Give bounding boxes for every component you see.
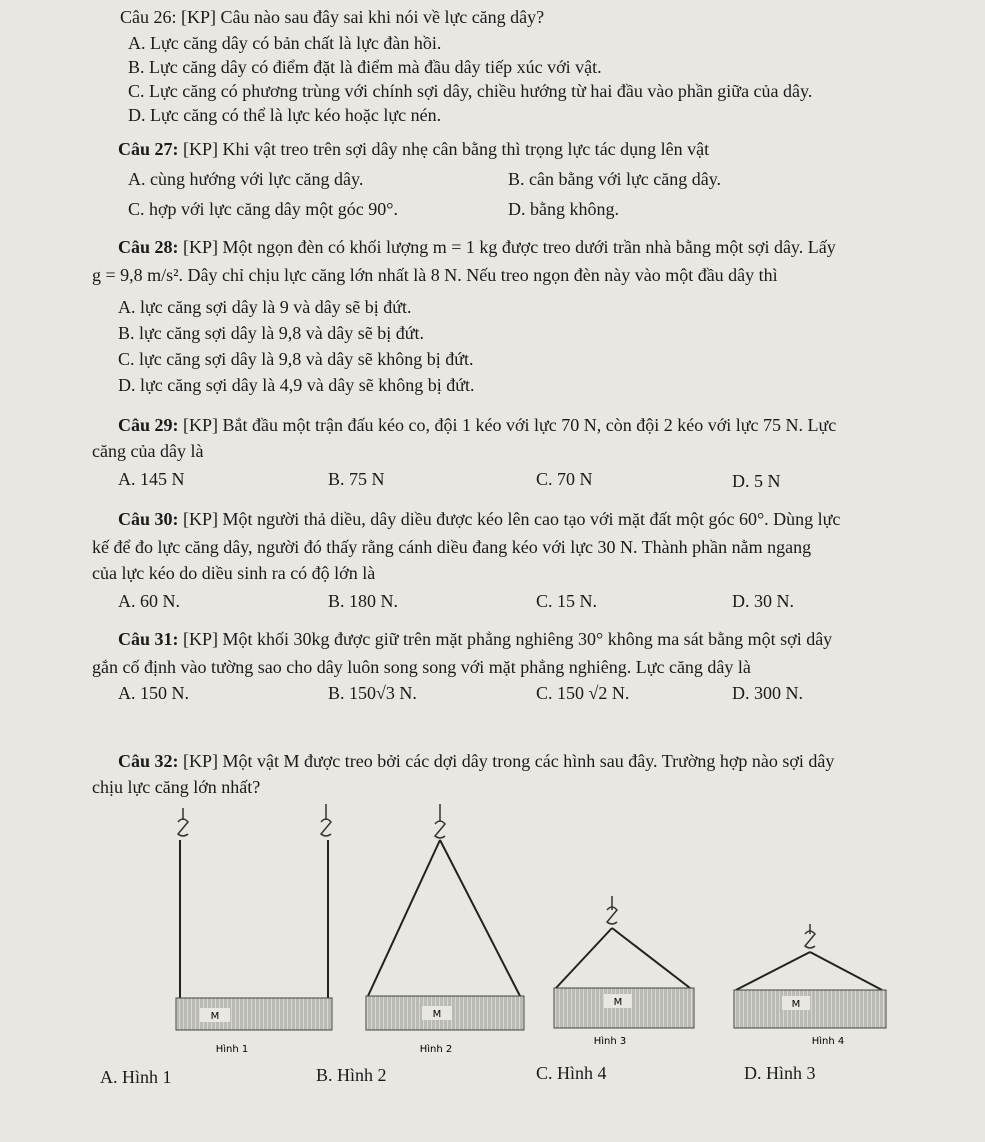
q27-label: Câu 27: <box>118 139 179 159</box>
q31-question-line1 <box>118 628 832 650</box>
q28-option-c: C. lực căng sợi dây là 9,8 và dây sẽ không bị đứt. <box>118 349 474 369</box>
q27-text: [KP] Khi vật treo trên sợi dây nhẹ cân bằng thì trọng lực tác dụng lên vật <box>178 139 710 159</box>
figure-caption-2: Hình 2 <box>419 1044 453 1055</box>
q28-question-line2: g = 9,8 m/s². Dây chỉ chịu lực căng lớn nhất là 8 N. Nếu treo ngọn đèn này vào một đầu dây thì <box>92 265 778 285</box>
q30-option-c: C. 15 N. <box>536 591 598 611</box>
q28-option-b: B. lực căng sợi dây là 9,8 và dây sẽ bị đứt. <box>118 323 424 343</box>
q29-option-a: A. 145 N <box>118 469 185 489</box>
q32-option-b: B. Hình 2 <box>316 1065 387 1085</box>
q29-option-b: B. 75 N <box>328 469 385 489</box>
q31-option-c: C. 150 √2 N. <box>536 683 630 703</box>
figure-caption-4: Hình 4 <box>811 1036 845 1047</box>
q32-text1: [KP] Một vật M được treo bởi các dợi dây trong các hình sau đây. Trường hợp nào sợi dây <box>178 751 835 771</box>
hook-icon <box>321 819 331 836</box>
figure-3 <box>554 896 694 1047</box>
q32-label: Câu 32: <box>118 751 179 771</box>
q32-option-a: A. Hình 1 <box>100 1067 172 1087</box>
hanging-mass-figures <box>0 800 985 1060</box>
q30-option-b: B. 180 N. <box>328 591 399 611</box>
q29-question-line1 <box>118 414 836 436</box>
q26-option-b: B. Lực căng dây có điểm đặt là điểm mà đầu dây tiếp xúc với vật. <box>128 57 602 77</box>
figure-caption-3: Hình 3 <box>593 1036 627 1047</box>
q27-question <box>118 138 709 160</box>
mass-block <box>176 998 332 1030</box>
q27-option-a: A. cùng hướng với lực căng dây. <box>128 169 364 189</box>
q31-label: Câu 31: <box>118 629 179 649</box>
hook-icon <box>178 819 188 836</box>
q30-question-line3: của lực kéo do diều sinh ra có độ lớn là <box>92 563 376 583</box>
q31-text1: [KP] Một khối 30kg được giữ trên mặt phẳng nghiêng 30° không ma sát bằng một sợi dây <box>178 629 833 649</box>
q30-label: Câu 30: <box>118 509 179 529</box>
q27-option-b: B. cân bằng với lực căng dây. <box>508 169 722 189</box>
mass-label-4: M <box>791 999 801 1010</box>
q28-label: Câu 28: <box>118 237 179 257</box>
figure-4 <box>734 924 886 1047</box>
q27-option-c: C. hợp với lực căng dây một góc 90°. <box>128 199 398 219</box>
q28-option-a: A. lực căng sợi dây là 9 và dây sẽ bị đứt. <box>118 297 412 317</box>
mass-label-1: M <box>210 1011 220 1022</box>
mass-label-2: M <box>432 1009 442 1020</box>
q32-question-line1 <box>118 750 834 772</box>
q31-option-b: B. 150√3 N. <box>328 683 417 703</box>
q30-option-a: A. 60 N. <box>118 591 180 611</box>
hook-icon <box>435 821 445 838</box>
q26-title: Câu 26: [KP] Câu nào sau đây sai khi nói về lực căng dây? <box>120 7 545 27</box>
q30-question-line1 <box>118 508 840 530</box>
q31-option-d: D. 300 N. <box>732 683 803 703</box>
q31-question-line2: gắn cố định vào tường sao cho dây luôn song song với mặt phẳng nghiêng. Lực căng dây là <box>92 657 751 677</box>
q28-question-line1 <box>118 236 836 258</box>
q28-option-d: D. lực căng sợi dây là 4,9 và dây sẽ không bị đứt. <box>118 375 475 395</box>
q32-option-c: C. Hình 4 <box>536 1063 607 1083</box>
q26-option-c: C. Lực căng có phương trùng với chính sợi dây, chiều hướng từ hai đầu vào phần giữa của dây. <box>128 81 813 101</box>
q32-option-d: D. Hình 3 <box>744 1063 816 1083</box>
q29-option-d: D. 5 N <box>732 471 781 491</box>
q26-option-d: D. Lực căng có thể là lực kéo hoặc lực nén. <box>128 105 442 125</box>
q29-text1: [KP] Bắt đầu một trận đấu kéo co, đội 1 kéo với lực 70 N, còn đội 2 kéo với lực 75 N. Lực <box>178 415 837 435</box>
q29-option-c: C. 70 N <box>536 469 593 489</box>
q30-question-line2: kế để đo lực căng dây, người đó thấy rằng cánh diều đang kéo với lực 30 N. Thành phần nằm ngang <box>92 537 812 557</box>
q27-option-d: D. bằng không. <box>508 199 619 219</box>
q31-option-a: A. 150 N. <box>118 683 189 703</box>
figure-caption-1: Hình 1 <box>215 1044 249 1055</box>
q29-question-line2: căng của dây là <box>92 441 204 461</box>
q26-option-a: A. Lực căng dây có bản chất là lực đàn hồi. <box>128 33 442 53</box>
q29-label: Câu 29: <box>118 415 179 435</box>
q32-question-line2: chịu lực căng lớn nhất? <box>92 777 261 797</box>
q28-text1: [KP] Một ngọn đèn có khối lượng m = 1 kg được treo dưới trần nhà bằng một sợi dây. Lấy <box>178 237 836 257</box>
q30-text1: [KP] Một người thả diều, dây diều được kéo lên cao tạo với mặt đất một góc 60°. Dùng lực <box>178 509 841 529</box>
figure-1 <box>176 804 332 1055</box>
q30-option-d: D. 30 N. <box>732 591 794 611</box>
mass-label-3: M <box>613 997 623 1008</box>
figure-2 <box>366 804 524 1055</box>
